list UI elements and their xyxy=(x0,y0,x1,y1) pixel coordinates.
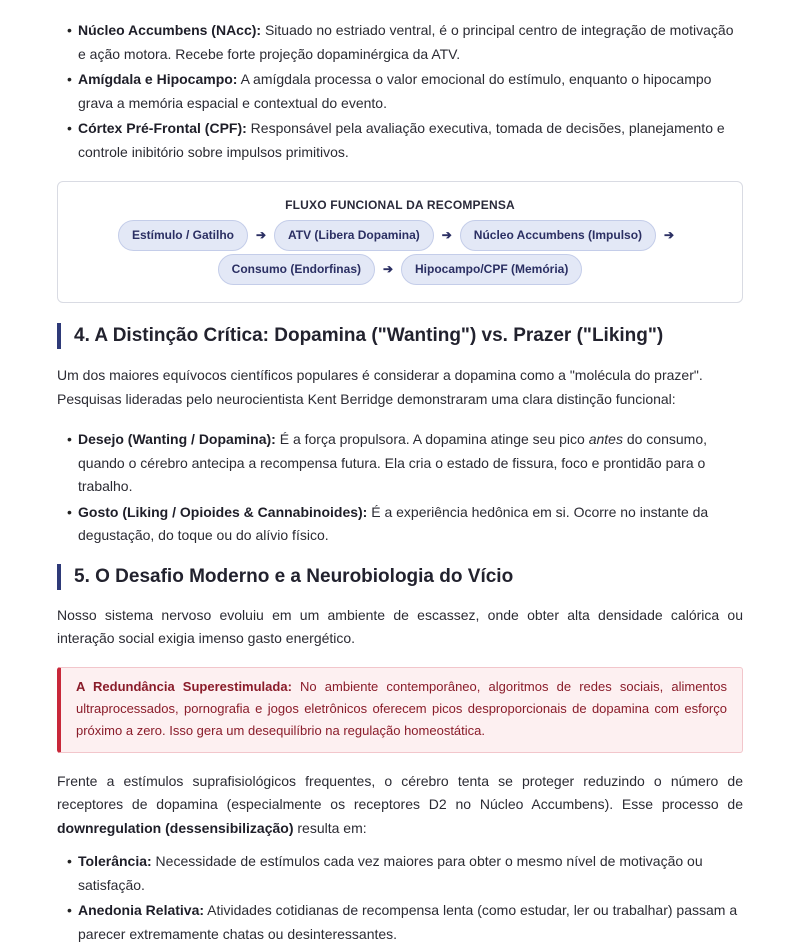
alert-term: A Redundância Superestimulada: xyxy=(76,678,292,694)
list-item xyxy=(57,899,743,946)
wanting-liking-list xyxy=(57,428,743,548)
list-item xyxy=(57,850,743,897)
section-5-paragraph-2 xyxy=(57,770,743,841)
item-text: do consumo, quando o cérebro antecipa a recompensa futura. Ela cria o estado de fissura, foco e prontidão para o trabalho. xyxy=(78,431,708,494)
paragraph-bold: downregulation (dessensibilização) xyxy=(57,819,294,836)
section-5-heading: 5. O Desafio Moderno e a Neurobiologia do Vício xyxy=(57,564,743,590)
list-item xyxy=(57,68,743,115)
brain-regions-list xyxy=(57,0,743,164)
flow-row-1 xyxy=(58,220,742,251)
alert-callout xyxy=(57,667,743,753)
item-text: Responsável pela avaliação executiva, tomada de decisões, planejamento e controle inibitório sobre impulsos primitivos. xyxy=(78,120,725,160)
arrow-right-icon: ➔ xyxy=(255,227,267,242)
item-emphasis: antes xyxy=(588,431,623,447)
list-item xyxy=(57,501,743,548)
flow-step-atv: ATV (Libera Dopamina) xyxy=(274,220,434,251)
item-text: A amígdala processa o valor emocional do estímulo, enquanto o hipocampo grava a memória espacial e contextual do evento. xyxy=(78,71,712,111)
list-item xyxy=(57,428,743,499)
item-term: Anedonia Relativa: xyxy=(78,902,205,918)
item-term: Amígdala e Hipocampo: xyxy=(78,71,238,87)
flow-step-consumption: Consumo (Endorfinas) xyxy=(218,254,375,285)
item-term: Gosto (Liking / Opioides & Cannabinoides): xyxy=(78,503,368,520)
section-5-paragraph: Nosso sistema nervoso evoluiu em um ambiente de escassez, onde obter alta densidade calórica ou interação social exigia imenso gasto energético. xyxy=(57,606,743,646)
arrow-right-icon: ➔ xyxy=(664,227,675,242)
paragraph-text: Frente a estímulos suprafisiológicos frequentes, o cérebro tenta se proteger reduzindo o número de receptores de dopamina (especialmente os receptores D2 no Núcleo Accumbens). Esse processo de xyxy=(57,772,743,812)
consequences-list xyxy=(57,850,743,946)
item-text: Necessidade de estímulos cada vez maiores para obter o mesmo nível de motivação ou satisfação. xyxy=(78,853,703,893)
flow-step-stimulus: Estímulo / Gatilho xyxy=(118,220,248,251)
item-text: É a experiência hedônica em si. Ocorre no instante da degustação, do toque ou do alívio físico. xyxy=(78,503,709,543)
flow-step-memory: Hipocampo/CPF (Memória) xyxy=(401,254,582,285)
arrow-right-icon: ➔ xyxy=(382,261,394,276)
alert-text: No ambiente contemporâneo, algoritmos de redes sociais, alimentos ultraprocessados, pornografia e jogos eletrônicos oferecem picos desproporcionais de dopamina com esforço próximo a zero. Isso gera um desequilíbrio na regulação homeostática. xyxy=(76,678,728,738)
item-term: Desejo (Wanting / Dopamina): xyxy=(78,431,276,447)
flow-step-nacc: Núcleo Accumbens (Impulso) xyxy=(460,220,656,251)
item-text: É a força propulsora. A dopamina atinge seu pico xyxy=(275,431,589,447)
flow-row-2 xyxy=(58,254,742,285)
paragraph-text: resulta em: xyxy=(293,819,367,836)
flow-title: FLUXO FUNCIONAL DA RECOMPENSA xyxy=(285,198,515,212)
section-4-heading: 4. A Distinção Crítica: Dopamina ("Wanting") vs. Prazer ("Liking") xyxy=(57,323,743,349)
reward-flow-diagram xyxy=(57,181,743,303)
section-4-paragraph: Um dos maiores equívocos científicos populares é considerar a dopamina como a "molécula do prazer". Pesquisas lideradas pelo neurocientista Kent Berridge demonstraram uma clara distinção funcional: xyxy=(57,367,703,407)
item-term: Córtex Pré-Frontal (CPF): xyxy=(78,120,247,136)
item-term: Tolerância: xyxy=(78,853,152,869)
item-term: Núcleo Accumbens (NAcc): xyxy=(78,22,262,38)
list-item xyxy=(57,117,743,164)
item-text: Situado no estriado ventral, é o principal centro de integração de motivação e ação motora. Recebe forte projeção dopaminérgica da ATV. xyxy=(78,22,734,62)
list-item xyxy=(57,19,743,66)
item-text: Atividades cotidianas de recompensa lenta (como estudar, ler ou trabalhar) passam a parecer extremamente chatas ou desinteressantes. xyxy=(78,902,738,942)
arrow-right-icon: ➔ xyxy=(441,227,452,242)
